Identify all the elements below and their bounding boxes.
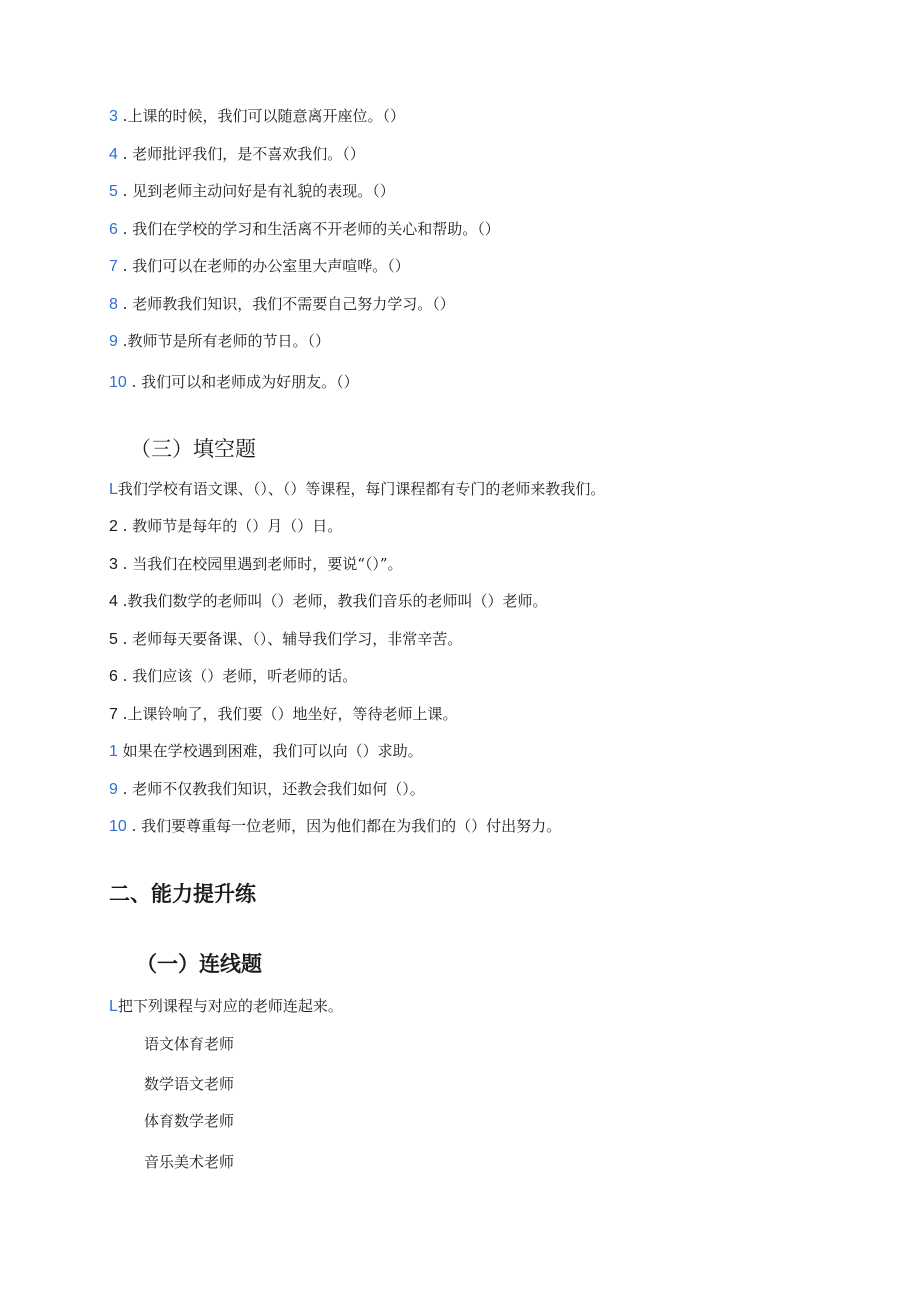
item-number: 6 (109, 668, 118, 685)
item-number: 7 (109, 258, 118, 275)
item-number: 6 (109, 221, 118, 238)
list-item (109, 256, 410, 277)
item-number: L (109, 481, 118, 498)
match-instruction (109, 996, 343, 1017)
item-number: 9 (109, 333, 118, 350)
item-text: 如果在学校遇到困难，我们可以向（）求助。 (117, 742, 423, 760)
list-item (109, 219, 500, 240)
item-text: .上课的时候，我们可以随意离开座位。（） (117, 107, 405, 125)
item-number: 4 (109, 593, 118, 610)
list-item (109, 591, 547, 612)
list-item (109, 479, 605, 500)
item-text: . 我们应该（）老师，听老师的话。 (117, 667, 358, 685)
list-item (109, 516, 342, 537)
item-text: .教我们数学的老师叫（）老师，教我们音乐的老师叫（）老师。 (117, 592, 548, 610)
list-item (109, 106, 405, 127)
list-item (109, 181, 395, 202)
list-item (109, 704, 457, 725)
item-number: 1 (109, 743, 118, 760)
item-number: 5 (109, 631, 118, 648)
match-row: 体育数学老师 (144, 1112, 235, 1130)
item-text: . 我们在学校的学习和生活离不开老师的关心和帮助。（） (117, 220, 500, 238)
item-number: 2 (109, 518, 118, 535)
item-number: 10 (109, 818, 127, 835)
section-heading: 二、能力提升练 (109, 882, 256, 906)
item-number: 10 (109, 374, 127, 391)
list-item (109, 144, 365, 165)
list-item (109, 629, 462, 650)
match-row: 语文体育老师 (144, 1035, 235, 1053)
list-item (109, 816, 561, 837)
item-text: . 我们可以和老师成为好朋友。（） (126, 373, 359, 391)
match-section-heading: （一）连线题 (136, 952, 262, 976)
item-text: . 老师批评我们，是不喜欢我们。（） (117, 145, 365, 163)
item-number: 9 (109, 781, 118, 798)
match-row: 音乐美术老师 (144, 1153, 235, 1171)
item-number: 5 (109, 183, 118, 200)
list-item (109, 741, 423, 762)
item-number: 7 (109, 706, 118, 723)
item-text: . 见到老师主动问好是有礼貌的表现。（） (117, 182, 395, 200)
list-item (109, 331, 330, 352)
list-item (109, 554, 403, 575)
list-item (109, 372, 359, 393)
item-number: 3 (109, 556, 118, 573)
item-number: 3 (109, 108, 118, 125)
item-text: .上课铃响了，我们要（）地坐好，等待老师上课。 (117, 705, 458, 723)
item-text: . 老师每天要备课、（）、辅导我们学习，非常辛苦。 (117, 630, 463, 648)
item-text: 我们学校有语文课、（）、（）等课程，每门课程都有专门的老师来教我们。 (117, 480, 606, 498)
item-text: .教师节是所有老师的节日。（） (117, 332, 330, 350)
item-number: 4 (109, 146, 118, 163)
fill-section-heading: （三）填空题 (130, 437, 256, 461)
list-item (109, 779, 425, 800)
item-text: . 老师教我们知识，我们不需要自己努力学习。（） (117, 295, 455, 313)
item-text: 把下列课程与对应的老师连起来。 (117, 997, 343, 1015)
item-text: . 教师节是每年的（）月（）日。 (117, 517, 343, 535)
item-text: . 我们要尊重每一位老师，因为他们都在为我们的（）付出努力。 (126, 817, 562, 835)
item-text: . 老师不仅教我们知识，还教会我们如何（）。 (117, 780, 425, 798)
list-item (109, 294, 455, 315)
match-row: 数学语文老师 (144, 1075, 235, 1093)
item-number: L (109, 998, 118, 1015)
item-text: . 当我们在校园里遇到老师时，要说“（）”。 (117, 555, 403, 573)
item-number: 8 (109, 296, 118, 313)
list-item (109, 666, 357, 687)
item-text: . 我们可以在老师的办公室里大声喧哗。（） (117, 257, 410, 275)
